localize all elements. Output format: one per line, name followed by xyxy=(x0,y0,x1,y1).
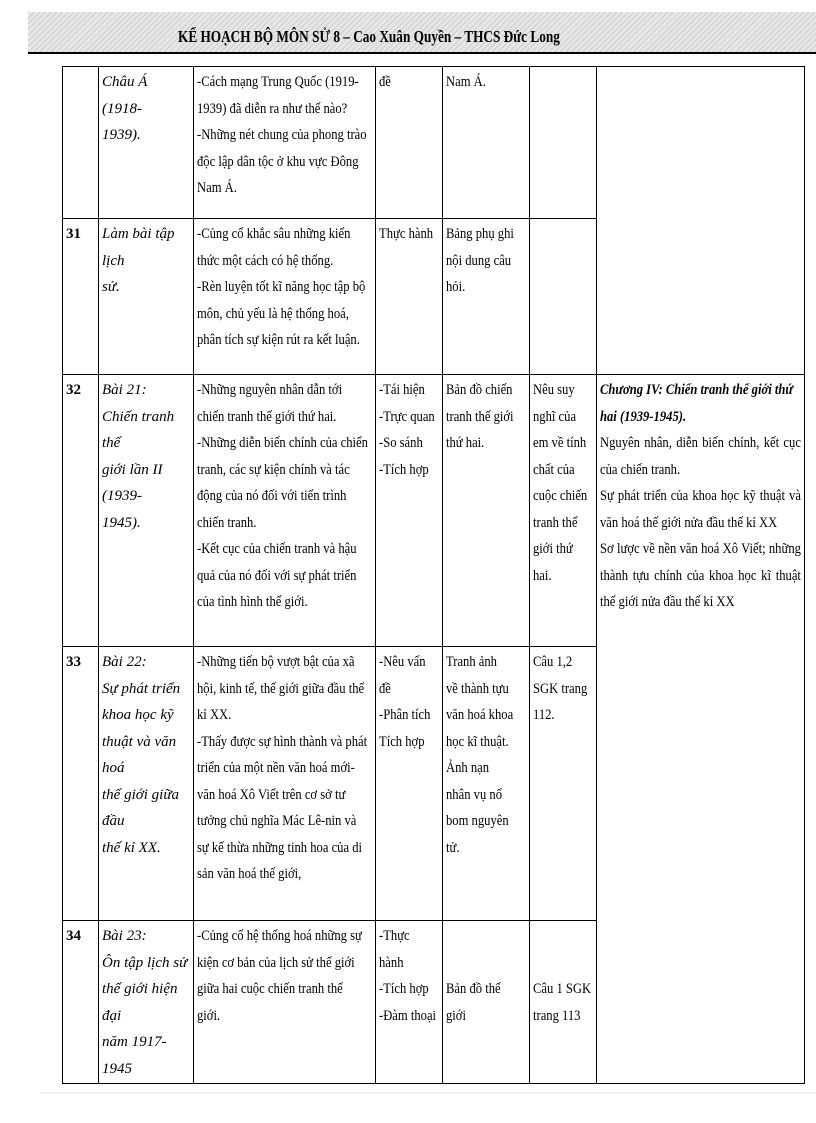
lesson-title xyxy=(99,219,194,375)
lesson-title-line: năm 1917-1945 xyxy=(102,1034,167,1077)
lesson-content-text: -Những tiến bộ vượt bật của xã hội, kinh tế, thế giới giữa đầu thế kỉ XX. -Thấy được sự hình thành và phát triển của một nền văn hoá mới- văn hoá Xô Viết trên cơ sở tư tưởng chủ nghĩa Mác Lê-nin và sự kế thừa những tinh hoa của di sản văn hoá thế giới, xyxy=(197,654,368,882)
lesson-materials-text: Tranh ảnh về thành tựu văn hoá khoa học kĩ thuật. Ảnh nạn nhân vụ nổ bom nguyên tử. xyxy=(446,654,514,856)
lesson-content xyxy=(194,647,376,921)
lesson-number xyxy=(63,67,99,219)
lesson-method xyxy=(376,647,443,921)
lesson-method xyxy=(376,375,443,647)
chapter-notes xyxy=(597,375,805,1084)
lesson-title-line: sử. xyxy=(102,279,120,295)
lesson-title-line: Chiến tranh thế xyxy=(102,408,175,451)
lesson-content-text: -Củng cố hệ thống hoá những sự kiện cơ bản của lịch sử thế giới giữa hai cuộc chiến tranh thế giới. xyxy=(197,928,362,1024)
lesson-materials xyxy=(443,921,530,1084)
lesson-materials-text: Bản đồ chiến tranh thế giới thứ hai. xyxy=(446,382,514,451)
chapter-note-line: Sự phát triển của khoa học kỹ thuật và văn hoá thế giới nửa đầu thế kỉ XX xyxy=(600,488,801,531)
lesson-content xyxy=(194,67,376,219)
lesson-content xyxy=(194,921,376,1084)
lesson-method-text: -Thực hành -Tích hợp -Đàm thoại xyxy=(379,928,437,1024)
lesson-title-line: Bài 21: xyxy=(102,382,147,398)
lesson-method-text: -Tái hiện -Trực quan -So sánh -Tích hợp xyxy=(379,382,435,478)
lesson-content-text: -Củng cố khắc sâu những kiến thức một cách có hệ thống. -Rèn luyện tốt kĩ năng học tập bộ môn, chủ yếu là hệ thống hoá, phân tích sự kiện rút ra kết luận. xyxy=(197,226,366,348)
lesson-materials-text: Bảng phụ ghi nội dung câu hỏi. xyxy=(446,226,514,295)
lesson-method xyxy=(376,921,443,1084)
lesson-title-line: khoa học kỹ xyxy=(102,707,174,723)
lesson-materials xyxy=(443,375,530,647)
lesson-title xyxy=(99,375,194,647)
table-row xyxy=(63,375,805,647)
lesson-content-text: -Cách mạng Trung Quốc (1919- 1939) đã diễn ra như thế nào? -Những nét chung của phong trào độc lập dân tộc ở khu vực Đông Nam Á. xyxy=(197,74,367,196)
lesson-number: 32 xyxy=(63,375,99,647)
chapter-note-line: Nguyên nhân, diễn biến chính, kết cục của chiến tranh. xyxy=(600,435,801,478)
lesson-homework-text: Câu 1 SGK trang 113 xyxy=(533,981,592,1024)
lesson-homework xyxy=(530,375,597,647)
lesson-materials xyxy=(443,647,530,921)
lesson-homework xyxy=(530,67,597,219)
lesson-materials xyxy=(443,219,530,375)
lesson-title-line: Ôn tập lịch sử xyxy=(102,954,188,971)
lesson-method-text: Thực hành xyxy=(379,226,434,242)
lesson-title-line: thế kỉ XX. xyxy=(102,839,161,856)
lesson-materials-text: Nam Á. xyxy=(446,74,486,90)
lesson-number: 34 xyxy=(63,921,99,1084)
lesson-title-line: giới lần II (1939- xyxy=(102,461,163,504)
lesson-method xyxy=(376,67,443,219)
lesson-homework xyxy=(530,219,597,375)
lesson-title xyxy=(99,921,194,1084)
lesson-materials-text: Bản đồ thế giới xyxy=(446,981,501,1024)
header-title: KẾ HOẠCH BỘ MÔN SỬ 8 – Cao Xuân Quyền – THCS Đức Long xyxy=(178,27,560,46)
lesson-number: 33 xyxy=(63,647,99,921)
page-header xyxy=(28,12,816,54)
lesson-title-line: Châu Á (1918- xyxy=(102,74,148,117)
lesson-title-line: thuật và văn hoá xyxy=(102,733,177,776)
lesson-number: 31 xyxy=(63,219,99,375)
lesson-method-text: -Nêu vấn đề -Phân tích Tích hợp xyxy=(379,654,431,750)
lesson-content-text: -Những nguyên nhân dẫn tới chiến tranh thế giới thứ hai. -Những diễn biến chính của chiến tranh, các sự kiện chính và tác động của nó đối với tiến trình chiến tranh. -Kết cục của chiến tranh và hậu quả của nó đối với sự phát triển của tình hình thế giới. xyxy=(197,382,368,610)
lesson-title-line: 1939). xyxy=(102,127,141,143)
table-row xyxy=(63,67,805,219)
lesson-title xyxy=(99,647,194,921)
lesson-title-line: Sự phát triển xyxy=(102,680,181,697)
notes-cell-empty xyxy=(597,67,805,375)
lesson-title xyxy=(99,67,194,219)
lesson-plan-table xyxy=(62,66,805,1084)
lesson-homework-text: Câu 1,2 SGK trang 112. xyxy=(533,654,588,723)
lesson-title-line: Bài 23: xyxy=(102,928,147,944)
lesson-title-line: Bài 22: xyxy=(102,654,147,670)
chapter-note-line: Sơ lược về nền văn hoá Xô Viết; những thành tựu chính của khoa học kĩ thuật thế giới nửa đầu thế kỉ XX xyxy=(600,541,801,610)
lesson-content xyxy=(194,219,376,375)
lesson-content xyxy=(194,375,376,647)
lesson-homework xyxy=(530,921,597,1084)
lesson-title-line: thế giới hiện đại xyxy=(102,981,178,1024)
chapter-heading: Chương IV: Chiến tranh thế giới thứ hai (1939-1945). xyxy=(600,382,793,425)
lesson-title-line: 1945). xyxy=(102,514,141,531)
lesson-method-text: đề xyxy=(379,74,391,90)
lesson-title-line: Làm bài tập lịch xyxy=(102,226,175,269)
lesson-homework xyxy=(530,647,597,921)
lesson-title-line: thế giới giữa đầu xyxy=(102,786,180,829)
lesson-method xyxy=(376,219,443,375)
footer-divider xyxy=(40,1092,816,1094)
lesson-materials xyxy=(443,67,530,219)
lesson-homework-text: Nêu suy nghĩ của em về tính chất của cuộc chiến tranh thế giới thứ hai. xyxy=(533,382,588,584)
